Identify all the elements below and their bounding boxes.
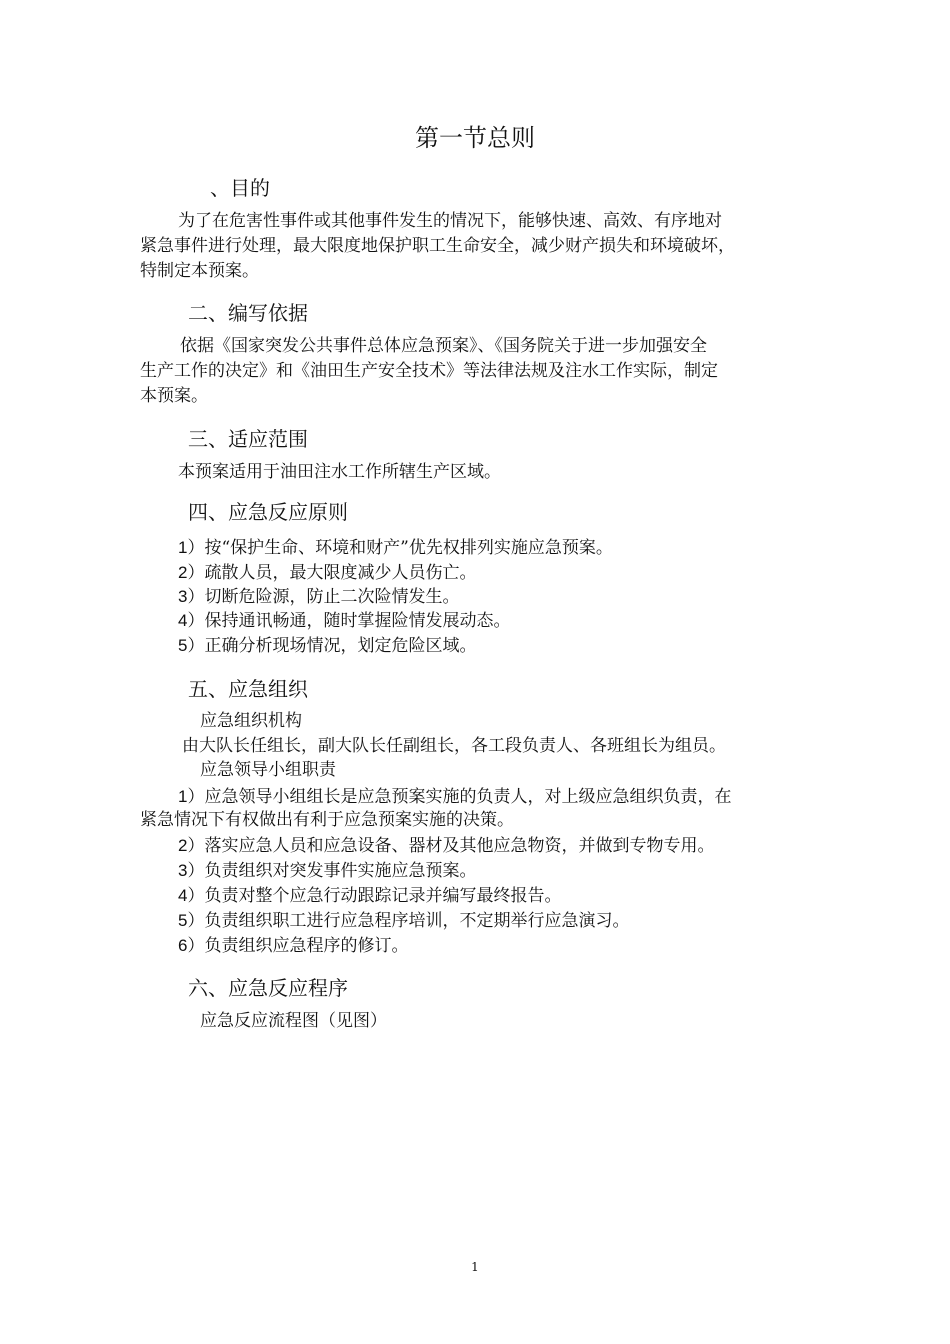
section-heading-scope: 三、适应范围 [188, 427, 308, 451]
list-item: 6）负责组织应急程序的修订。 [178, 936, 409, 956]
paragraph-line: 本预案。 [140, 386, 208, 406]
paragraph-line: 由大队长任组长，副大队长任副组长，各工段负责人、各班组长为组员。 [182, 736, 726, 756]
list-item: 3）负责组织对突发事件实施应急预案。 [178, 861, 477, 881]
subsection-title: 应急组织机构 [200, 711, 302, 731]
paragraph-line: 为了在危害性事件或其他事件发生的情况下，能够快速、高效、有序地对 [178, 211, 722, 231]
section-heading-procedure: 六、应急反应程序 [188, 976, 348, 1000]
list-item: 3）切断危险源，防止二次险情发生。 [178, 587, 460, 607]
subsection-title: 应急反应流程图（见图） [200, 1011, 387, 1031]
paragraph-line: 特制定本预案。 [140, 261, 259, 281]
list-item: 2）落实应急人员和应急设备、器材及其他应急物资，并做到专物专用。 [178, 836, 715, 856]
list-item: 4）负责对整个应急行动跟踪记录并编写最终报告。 [178, 886, 562, 906]
section-heading-organization: 五、应急组织 [188, 677, 308, 701]
section-heading-basis: 二、编写依据 [188, 301, 308, 325]
page-title: 第一节总则 [415, 124, 535, 152]
list-item: 1）按“保护生命、环境和财产”优先权排列实施应急预案。 [178, 538, 613, 558]
list-item: 5）正确分析现场情况，划定危险区域。 [178, 636, 477, 656]
page-number: 1 [471, 1260, 479, 1274]
paragraph-line: 本预案适用于油田注水工作所辖生产区域。 [178, 462, 501, 482]
section-heading-principles: 四、应急反应原则 [188, 500, 348, 524]
paragraph-line: 紧急事件进行处理，最大限度地保护职工生命安全，减少财产损失和环境破坏， [140, 236, 735, 256]
list-item: 1）应急领导小组组长是应急预案实施的负责人，对上级应急组织负责，在 [178, 787, 732, 807]
paragraph-line: 生产工作的决定》和《油田生产安全技术》等法律法规及注水工作实际，制定 [140, 361, 718, 381]
subsection-title: 应急领导小组职责 [200, 760, 336, 780]
list-item: 2）疏散人员，最大限度减少人员伤亡。 [178, 563, 477, 583]
list-item: 4）保持通讯畅通，随时掌握险情发展动态。 [178, 611, 511, 631]
list-item-continuation: 紧急情况下有权做出有利于应急预案实施的决策。 [140, 810, 514, 830]
list-item: 5）负责组织职工进行应急程序培训，不定期举行应急演习。 [178, 911, 630, 931]
paragraph-line: 依据《国家突发公共事件总体应急预案》、《国务院关于进一步加强安全 [180, 336, 707, 356]
section-heading-purpose: 、目的 [210, 176, 270, 200]
